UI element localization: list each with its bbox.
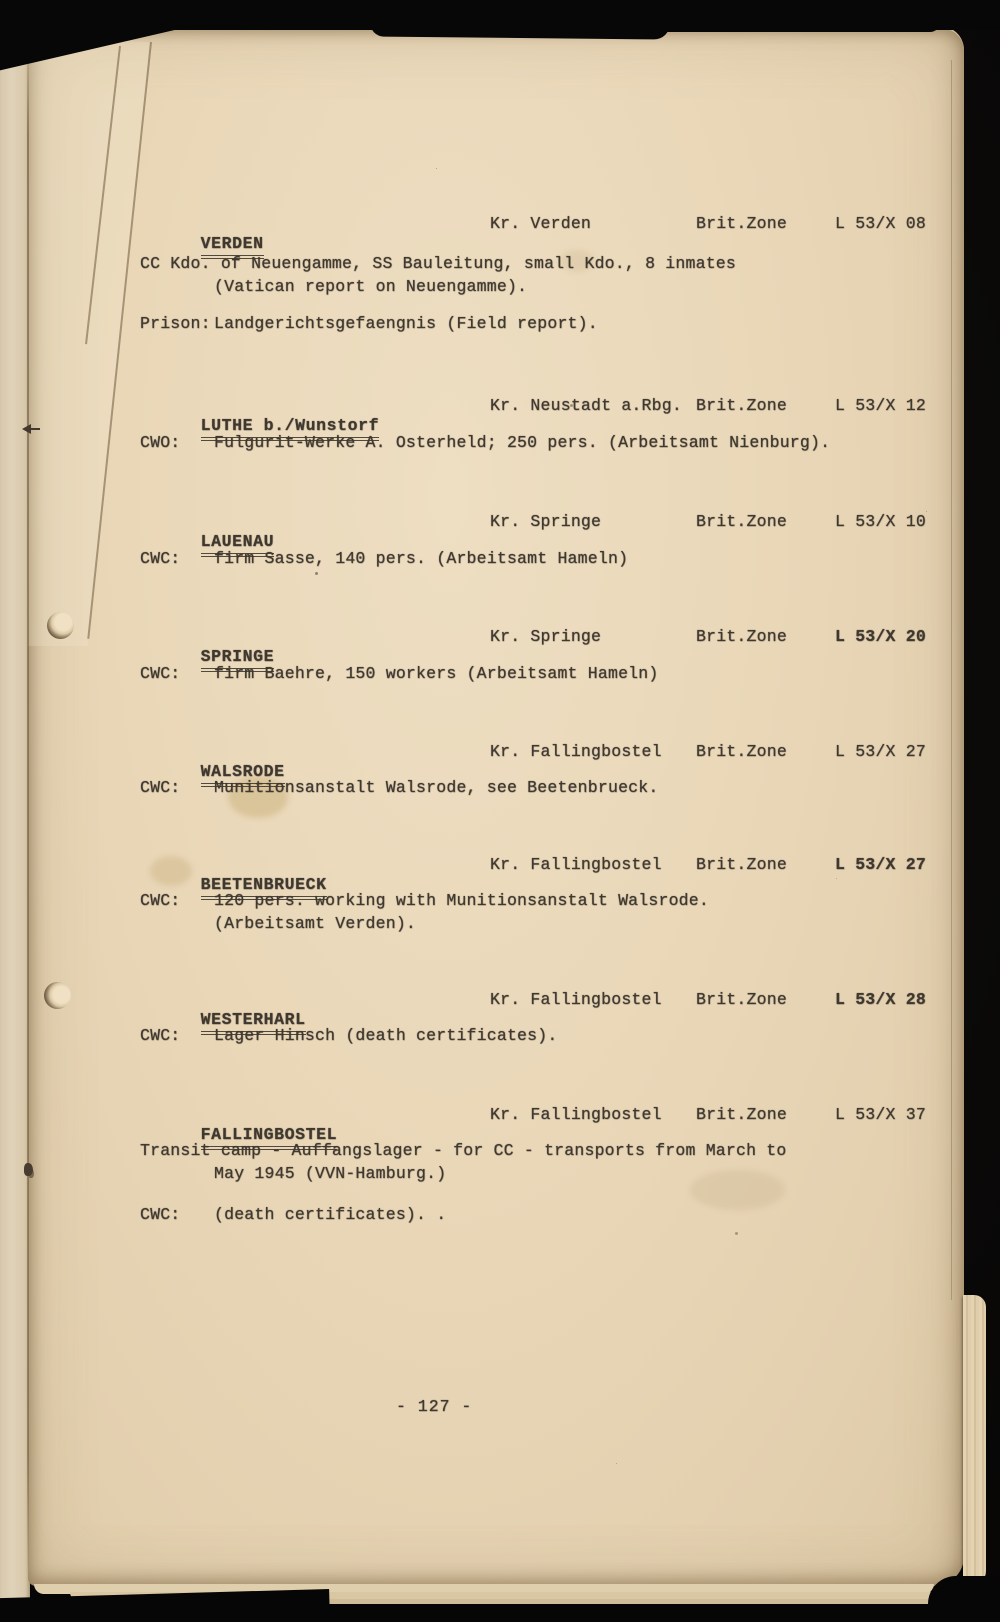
entry-body-line: May 1945 (VVN-Hamburg.) — [214, 1164, 447, 1183]
body-label: CWO: — [140, 433, 181, 452]
kreis-label: Kr. Fallingbostel — [490, 742, 662, 761]
entry-body-line — [140, 1205, 446, 1225]
body-text: Fulgurit-Werke A. Osterheld; 250 pers. (Arbeitsamt Nienburg). — [214, 433, 831, 452]
kreis-label: Kr. Springe — [490, 512, 602, 531]
body-text: firm Baehre, 150 workers (Arbeitsamt Hameln) — [214, 664, 659, 683]
body-label: CWC: — [140, 549, 181, 568]
place-name: FALLINGBOSTEL — [201, 1125, 338, 1150]
map-reference: L 53/X 27 — [835, 855, 926, 874]
zone-label: Brit.Zone — [696, 855, 787, 874]
kreis-label: Kr. Verden — [490, 214, 592, 233]
body-text: Landgerichtsgefaengnis (Field report). — [214, 314, 598, 333]
entry-body-line — [140, 778, 658, 798]
body-label: CWC: — [140, 778, 181, 797]
zone-label: Brit.Zone — [696, 214, 787, 233]
entry-body-line — [140, 549, 628, 569]
body-text: (death certificates). . — [214, 1205, 447, 1224]
kreis-label: Kr. Fallingbostel — [490, 990, 662, 1009]
body-text: Munitionsanstalt Walsrode, see Beetenbrueck. — [214, 778, 659, 797]
zone-label: Brit.Zone — [696, 1105, 787, 1124]
map-reference: L 53/X 12 — [835, 396, 926, 415]
body-label: CWC: — [140, 664, 181, 683]
entry-body-line — [140, 433, 830, 453]
map-reference: L 53/X 28 — [835, 990, 926, 1009]
place-name: BEETENBRUECK — [201, 875, 327, 900]
zone-label: Brit.Zone — [696, 396, 787, 415]
entry-body-line: Transit camp - Auffangslager - for CC - transports from March to — [140, 1141, 787, 1160]
body-text: firm Sasse, 140 pers. (Arbeitsamt Hameln) — [214, 549, 629, 568]
place-name: LUTHE b./Wunstorf — [201, 416, 380, 441]
kreis-label: Kr. Springe — [490, 627, 602, 646]
place-name: WALSRODE — [201, 762, 285, 787]
body-label: CWC: — [140, 891, 181, 910]
body-text: Lager Hinsch (death certificates). — [214, 1026, 558, 1045]
body-label: Prison: — [140, 314, 211, 333]
map-reference: L 53/X 20 — [835, 627, 926, 646]
zone-label: Brit.Zone — [696, 742, 787, 761]
map-reference: L 53/X 10 — [835, 512, 926, 531]
place-name: LAUENAU — [201, 532, 275, 557]
entry-body-line — [140, 891, 709, 911]
entry-body-line — [140, 314, 598, 334]
zone-label: Brit.Zone — [696, 512, 787, 531]
entry-body-line — [140, 1026, 557, 1046]
body-label: CWC: — [140, 1026, 181, 1045]
map-reference: L 53/X 08 — [835, 214, 926, 233]
entry-body-line: (Vatican report on Neuengamme). — [214, 277, 528, 296]
place-name: WESTERHARL — [201, 1010, 306, 1035]
entry-body-line: (Arbeitsamt Verden). — [214, 914, 417, 933]
entry-body-line — [140, 664, 658, 684]
kreis-label: Kr. Fallingbostel — [490, 855, 662, 874]
zone-label: Brit.Zone — [696, 627, 787, 646]
zone-label: Brit.Zone — [696, 990, 787, 1009]
place-name: VERDEN — [201, 234, 264, 259]
entry-body-line: CC Kdo. of Neuengamme, SS Bauleitung, small Kdo., 8 inmates — [140, 254, 736, 273]
kreis-label: Kr. Fallingbostel — [490, 1105, 662, 1124]
map-reference: L 53/X 37 — [835, 1105, 926, 1124]
body-label: CWC: — [140, 1205, 181, 1224]
map-reference: L 53/X 27 — [835, 742, 926, 761]
body-text: 120 pers. working with Munitionsanstalt Walsrode. — [214, 891, 709, 910]
kreis-label: Kr. Neustadt a.Rbg. — [490, 396, 682, 415]
place-name: SPRINGE — [201, 647, 275, 672]
page-number: - 127 - — [396, 1397, 473, 1416]
